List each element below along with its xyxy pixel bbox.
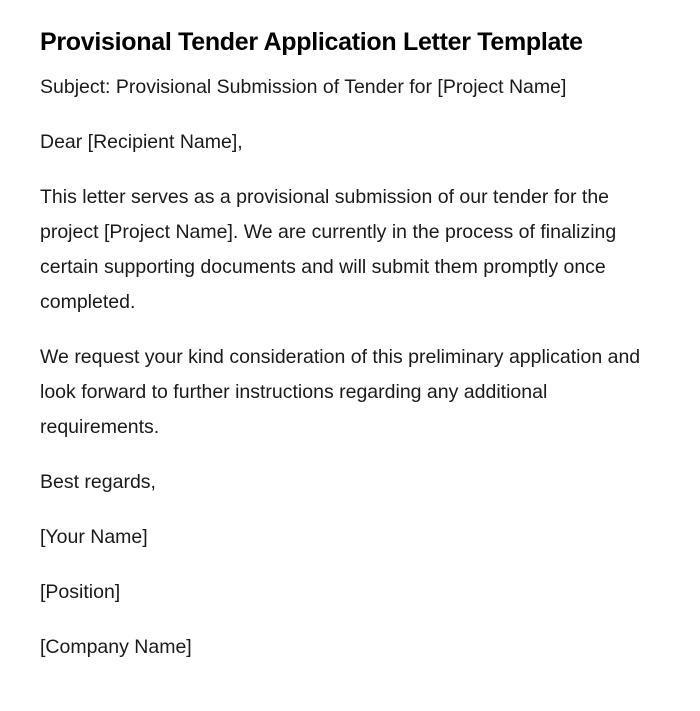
signature-name: [Your Name]	[40, 526, 148, 548]
document-title: Provisional Tender Application Letter Template	[40, 28, 583, 56]
body-paragraph-2: We request your kind consideration of this preliminary application and look forward to further instructions regarding any additional requirements.	[40, 346, 641, 438]
signature-position: [Position]	[40, 581, 121, 603]
salutation: Dear [Recipient Name],	[40, 131, 243, 153]
body-paragraph-1: This letter serves as a provisional submission of our tender for the project [Project Name]. We are currently in the process of finalizing certain supporting documents and will submit them promptly once completed.	[40, 186, 617, 313]
closing: Best regards,	[40, 471, 156, 493]
subject-line: Subject: Provisional Submission of Tender for [Project Name]	[40, 76, 567, 98]
signature-company: [Company Name]	[40, 636, 192, 658]
